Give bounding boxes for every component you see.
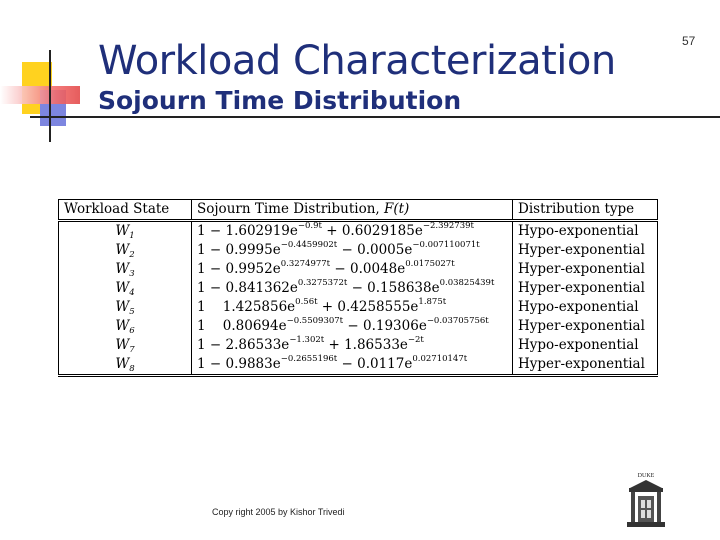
formula-exponent: 0.3274977t (280, 259, 331, 269)
table-body (59, 221, 658, 376)
formula-exponent: −0.5509307t (286, 316, 344, 326)
formula-term: 1 − 0.9952e (197, 261, 281, 277)
formula-term: + 0.4258555e (317, 299, 419, 315)
duke-chapel-logo (626, 470, 666, 530)
formula-exponent: −0.007110071t (412, 240, 480, 250)
table-row (59, 279, 658, 298)
formula-term: 1 1.425856e (197, 299, 296, 315)
state-subscript: 4 (129, 288, 135, 298)
distribution-formula-cell (192, 355, 513, 376)
logo-text: DUKE (637, 473, 655, 479)
workload-state-cell (59, 260, 192, 279)
workload-state-cell (59, 241, 192, 260)
decor-red-bar (0, 86, 80, 104)
distribution-formula-cell (192, 317, 513, 336)
distribution-formula-cell (192, 221, 513, 242)
distribution-formula-cell (192, 260, 513, 279)
state-letter: W (115, 280, 130, 296)
distribution-formula-cell (192, 336, 513, 355)
formula-term: 1 − 2.86533e (197, 337, 290, 353)
formula-term: 1 − 1.602919e (197, 223, 298, 239)
workload-state-cell (59, 317, 192, 336)
state-letter: W (115, 223, 130, 239)
table-header-row (59, 200, 658, 221)
state-letter: W (115, 242, 130, 258)
distribution-type-cell: Hyper-exponential (513, 317, 658, 336)
distribution-type-cell: Hyper-exponential (513, 355, 658, 376)
formula-term: 1 − 0.841362e (197, 280, 298, 296)
state-letter: W (115, 299, 130, 315)
table-row (59, 336, 658, 355)
header-sojourn-time-distribution (192, 200, 513, 221)
formula-term: − 0.0048e (330, 261, 406, 277)
formula-exponent: −2t (407, 335, 424, 345)
distribution-type-cell: Hypo-exponential (513, 221, 658, 242)
formula-term: − 0.19306e (343, 318, 427, 334)
formula-term: 1 − 0.9995e (197, 242, 281, 258)
workload-state-cell (59, 298, 192, 317)
state-letter: W (115, 318, 130, 334)
table-row (59, 317, 658, 336)
state-letter: W (115, 356, 130, 372)
state-subscript: 1 (129, 231, 135, 241)
distribution-formula-cell (192, 241, 513, 260)
table-row (59, 260, 658, 279)
formula-exponent: 1.875t (418, 297, 447, 307)
table-row (59, 221, 658, 242)
formula-term: − 0.0117e (337, 356, 413, 372)
formula-term: 1 0.80694e (197, 318, 287, 334)
decor-vertical-line (49, 50, 51, 142)
formula-term: − 0.0005e (337, 242, 413, 258)
formula-exponent: −1.302t (289, 335, 325, 345)
workload-state-cell (59, 279, 192, 298)
formula-term: 1 − 0.9883e (197, 356, 281, 372)
formula-exponent: 0.0175027t (405, 259, 455, 269)
page-subtitle: Sojourn Time Distribution (98, 86, 462, 115)
page-title: Workload Characterization (98, 38, 616, 84)
header-workload-state: Workload State (59, 200, 192, 221)
workload-state-cell (59, 336, 192, 355)
formula-exponent: −0.9t (297, 221, 322, 231)
workload-state-cell (59, 221, 192, 242)
distribution-formula-cell (192, 279, 513, 298)
state-subscript: 7 (129, 345, 135, 355)
state-subscript: 8 (129, 364, 135, 374)
formula-term: + 1.86533e (324, 337, 408, 353)
header-dist-label: Sojourn Time Distribution, (197, 201, 384, 217)
formula-exponent: 0.03825439t (439, 278, 495, 288)
formula-exponent: −0.2655196t (280, 354, 338, 364)
formula-exponent: 0.3275372t (297, 278, 348, 288)
state-letter: W (115, 337, 130, 353)
distribution-type-cell: Hyper-exponential (513, 241, 658, 260)
formula-exponent: −2.392739t (422, 221, 474, 231)
sojourn-time-table (58, 199, 658, 377)
formula-exponent: 0.02710147t (412, 354, 468, 364)
formula-exponent: −0.4459902t (280, 240, 338, 250)
formula-term: − 0.158638e (347, 280, 440, 296)
header-dist-func: F(t) (383, 201, 410, 217)
copyright-text: Copy right 2005 by Kishor Trivedi (212, 507, 345, 517)
workload-state-cell (59, 355, 192, 376)
distribution-type-cell: Hypo-exponential (513, 298, 658, 317)
formula-exponent: 0.56t (295, 297, 318, 307)
distribution-type-cell: Hyper-exponential (513, 260, 658, 279)
formula-term: + 0.6029185e (321, 223, 423, 239)
table-row (59, 298, 658, 317)
page-number: 57 (682, 34, 696, 48)
distribution-type-cell: Hyper-exponential (513, 279, 658, 298)
table-row (59, 241, 658, 260)
state-subscript: 3 (129, 269, 135, 279)
decor-horizontal-line (30, 116, 720, 118)
distribution-formula-cell (192, 298, 513, 317)
formula-exponent: −0.03705756t (426, 316, 489, 326)
distribution-type-cell: Hypo-exponential (513, 336, 658, 355)
state-subscript: 2 (129, 250, 135, 260)
state-subscript: 6 (129, 326, 135, 336)
state-letter: W (115, 261, 130, 277)
table-row (59, 355, 658, 376)
header-distribution-type: Distribution type (513, 200, 658, 221)
state-subscript: 5 (129, 307, 135, 317)
